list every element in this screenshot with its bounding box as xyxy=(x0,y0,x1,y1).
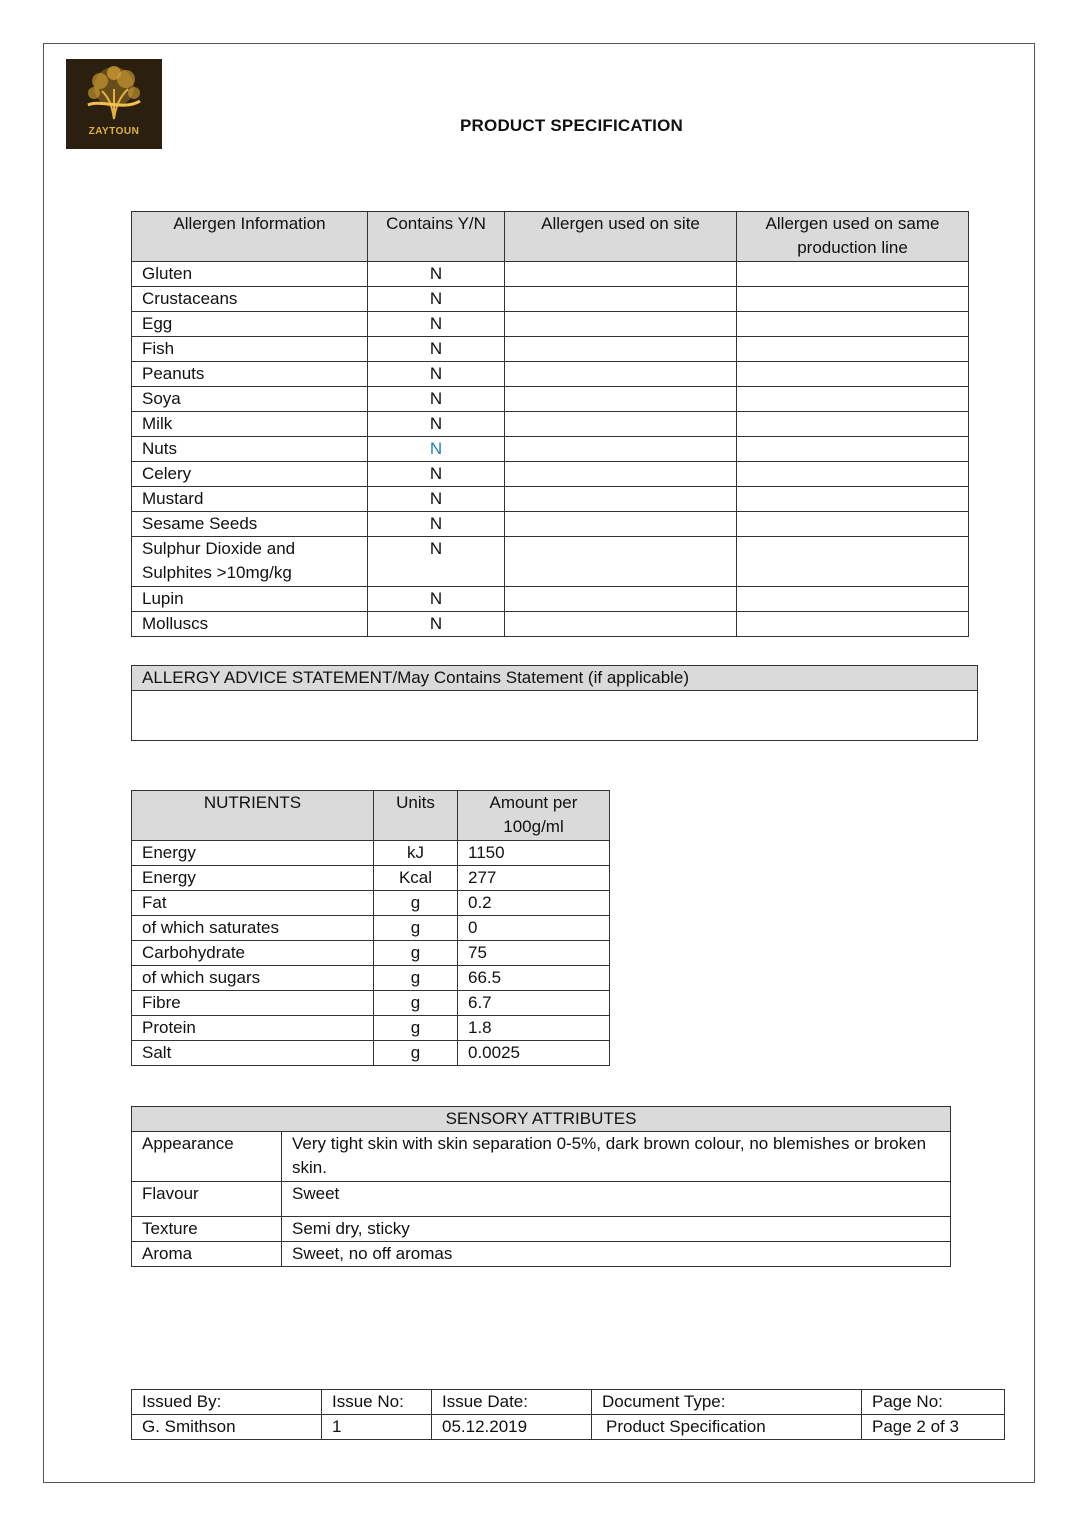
table-row xyxy=(132,387,969,412)
allergen-name: Molluscs xyxy=(132,612,368,637)
footer-value: Product Specification xyxy=(592,1415,862,1440)
allergen-site xyxy=(505,362,737,387)
allergen-line xyxy=(737,337,969,362)
nutrient-name: Energy xyxy=(132,866,374,891)
sensory-name: Texture xyxy=(132,1217,282,1242)
allergen-site xyxy=(505,387,737,412)
nutrient-amount: 66.5 xyxy=(458,966,610,991)
table-row xyxy=(132,437,969,462)
footer-value: G. Smithson xyxy=(132,1415,322,1440)
table-row xyxy=(132,1242,951,1267)
nutrient-name: Fat xyxy=(132,891,374,916)
table-row xyxy=(132,362,969,387)
nutrient-name: Carbohydrate xyxy=(132,941,374,966)
column-header: Units xyxy=(374,791,458,841)
allergen-line xyxy=(737,387,969,412)
column-header: Allergen used on same production line xyxy=(737,212,969,262)
allergen-line xyxy=(737,312,969,337)
allergen-line xyxy=(737,412,969,437)
table-row xyxy=(132,287,969,312)
allergen-name: Sulphur Dioxide and Sulphites >10mg/kg xyxy=(132,537,368,587)
allergen-contains: N xyxy=(368,512,505,537)
allergen-name: Soya xyxy=(132,387,368,412)
column-header: Contains Y/N xyxy=(368,212,505,262)
nutrient-amount: 0.0025 xyxy=(458,1041,610,1066)
table-row xyxy=(132,1132,951,1182)
allergen-contains: N xyxy=(368,587,505,612)
table-row xyxy=(132,262,969,287)
nutrient-amount: 6.7 xyxy=(458,991,610,1016)
allergen-name: Celery xyxy=(132,462,368,487)
allergen-name: Gluten xyxy=(132,262,368,287)
table-row xyxy=(132,991,610,1016)
allergen-contains: N xyxy=(368,612,505,637)
table-row xyxy=(132,916,610,941)
table-row xyxy=(132,1217,951,1242)
allergy-advice-header: ALLERGY ADVICE STATEMENT/May Contains Statement (if applicable) xyxy=(132,666,978,691)
nutrient-unit: g xyxy=(374,966,458,991)
allergen-site xyxy=(505,337,737,362)
table-row xyxy=(132,537,969,587)
nutrients-table xyxy=(131,790,610,1066)
allergen-contains: N xyxy=(368,462,505,487)
table-row xyxy=(132,891,610,916)
nutrient-unit: g xyxy=(374,1016,458,1041)
sensory-value: Semi dry, sticky xyxy=(282,1217,951,1242)
page-title: PRODUCT SPECIFICATION xyxy=(460,116,684,135)
table-row xyxy=(132,512,969,537)
allergen-site xyxy=(505,537,737,587)
allergen-name: Nuts xyxy=(132,437,368,462)
allergen-contains: N xyxy=(368,262,505,287)
allergen-name: Peanuts xyxy=(132,362,368,387)
nutrient-unit: g xyxy=(374,891,458,916)
sensory-attributes-table xyxy=(131,1106,951,1267)
footer-label: Issue No: xyxy=(322,1390,432,1415)
allergen-contains: N xyxy=(368,362,505,387)
allergen-table xyxy=(131,211,969,637)
table-row xyxy=(132,841,610,866)
sensory-value: Sweet, no off aromas xyxy=(282,1242,951,1267)
sensory-name: Aroma xyxy=(132,1242,282,1267)
allergen-contains: N xyxy=(368,437,505,462)
nutrient-name: Protein xyxy=(132,1016,374,1041)
table-row xyxy=(132,487,969,512)
allergen-line xyxy=(737,362,969,387)
table-header-row xyxy=(132,212,969,262)
nutrient-name: of which saturates xyxy=(132,916,374,941)
allergen-line xyxy=(737,262,969,287)
table-row xyxy=(132,1041,610,1066)
allergen-contains: N xyxy=(368,287,505,312)
nutrient-amount: 1150 xyxy=(458,841,610,866)
footer-value: Page 2 of 3 xyxy=(862,1415,1005,1440)
allergen-line xyxy=(737,462,969,487)
allergen-name: Mustard xyxy=(132,487,368,512)
allergen-name: Sesame Seeds xyxy=(132,512,368,537)
table-row xyxy=(132,1016,610,1041)
allergy-advice-value xyxy=(132,691,978,741)
footer-label: Issue Date: xyxy=(432,1390,592,1415)
allergen-line xyxy=(737,612,969,637)
table-header-row xyxy=(132,791,610,841)
allergen-site xyxy=(505,462,737,487)
nutrient-unit: g xyxy=(374,916,458,941)
table-row xyxy=(132,312,969,337)
table-row xyxy=(132,1182,951,1217)
nutrient-name: of which sugars xyxy=(132,966,374,991)
column-header: Allergen Information xyxy=(132,212,368,262)
allergen-line xyxy=(737,587,969,612)
nutrient-amount: 277 xyxy=(458,866,610,891)
allergen-site xyxy=(505,487,737,512)
allergen-contains: N xyxy=(368,537,505,587)
allergen-contains: N xyxy=(368,412,505,437)
footer-value-row xyxy=(132,1415,1005,1440)
allergen-contains: N xyxy=(368,487,505,512)
sensory-value: Sweet xyxy=(282,1182,951,1217)
allergen-line xyxy=(737,287,969,312)
table-row xyxy=(132,612,969,637)
nutrient-amount: 75 xyxy=(458,941,610,966)
sensory-name: Appearance xyxy=(132,1132,282,1182)
document-footer-table xyxy=(131,1389,1005,1440)
table-row xyxy=(132,337,969,362)
allergen-line xyxy=(737,487,969,512)
allergen-site xyxy=(505,437,737,462)
allergen-line xyxy=(737,537,969,587)
column-header: Allergen used on site xyxy=(505,212,737,262)
allergen-name: Milk xyxy=(132,412,368,437)
footer-value: 05.12.2019 xyxy=(432,1415,592,1440)
allergen-name: Egg xyxy=(132,312,368,337)
sensory-header: SENSORY ATTRIBUTES xyxy=(132,1107,951,1132)
nutrient-amount: 1.8 xyxy=(458,1016,610,1041)
footer-label: Issued By: xyxy=(132,1390,322,1415)
footer-label: Page No: xyxy=(862,1390,1005,1415)
table-row xyxy=(132,587,969,612)
nutrient-unit: g xyxy=(374,1041,458,1066)
nutrient-amount: 0.2 xyxy=(458,891,610,916)
allergen-contains: N xyxy=(368,337,505,362)
allergen-site xyxy=(505,312,737,337)
allergy-advice-table xyxy=(131,665,978,741)
footer-label-row xyxy=(132,1390,1005,1415)
table-row xyxy=(132,866,610,891)
nutrient-unit: g xyxy=(374,991,458,1016)
footer-label: Document Type: xyxy=(592,1390,862,1415)
allergen-site xyxy=(505,287,737,312)
allergen-site xyxy=(505,412,737,437)
allergen-name: Fish xyxy=(132,337,368,362)
allergen-name: Lupin xyxy=(132,587,368,612)
allergen-site xyxy=(505,587,737,612)
nutrient-amount: 0 xyxy=(458,916,610,941)
table-row xyxy=(132,412,969,437)
allergen-site xyxy=(505,612,737,637)
table-row xyxy=(132,462,969,487)
column-header: Amount per 100g/ml xyxy=(458,791,610,841)
allergen-contains: N xyxy=(368,312,505,337)
allergen-contains: N xyxy=(368,387,505,412)
nutrient-name: Energy xyxy=(132,841,374,866)
column-header: NUTRIENTS xyxy=(132,791,374,841)
allergen-line xyxy=(737,437,969,462)
sensory-name: Flavour xyxy=(132,1182,282,1217)
table-row xyxy=(132,966,610,991)
allergen-line xyxy=(737,512,969,537)
allergen-site xyxy=(505,512,737,537)
nutrient-unit: Kcal xyxy=(374,866,458,891)
nutrient-unit: g xyxy=(374,941,458,966)
company-logo xyxy=(66,59,162,149)
allergen-name: Crustaceans xyxy=(132,287,368,312)
nutrient-name: Fibre xyxy=(132,991,374,1016)
sensory-value: Very tight skin with skin separation 0-5%, dark brown colour, no blemishes or broken skin. xyxy=(282,1132,951,1182)
table-row xyxy=(132,941,610,966)
footer-value: 1 xyxy=(322,1415,432,1440)
nutrient-unit: kJ xyxy=(374,841,458,866)
logo-text: ZAYTOUN xyxy=(88,126,140,137)
allergen-site xyxy=(505,262,737,287)
nutrient-name: Salt xyxy=(132,1041,374,1066)
